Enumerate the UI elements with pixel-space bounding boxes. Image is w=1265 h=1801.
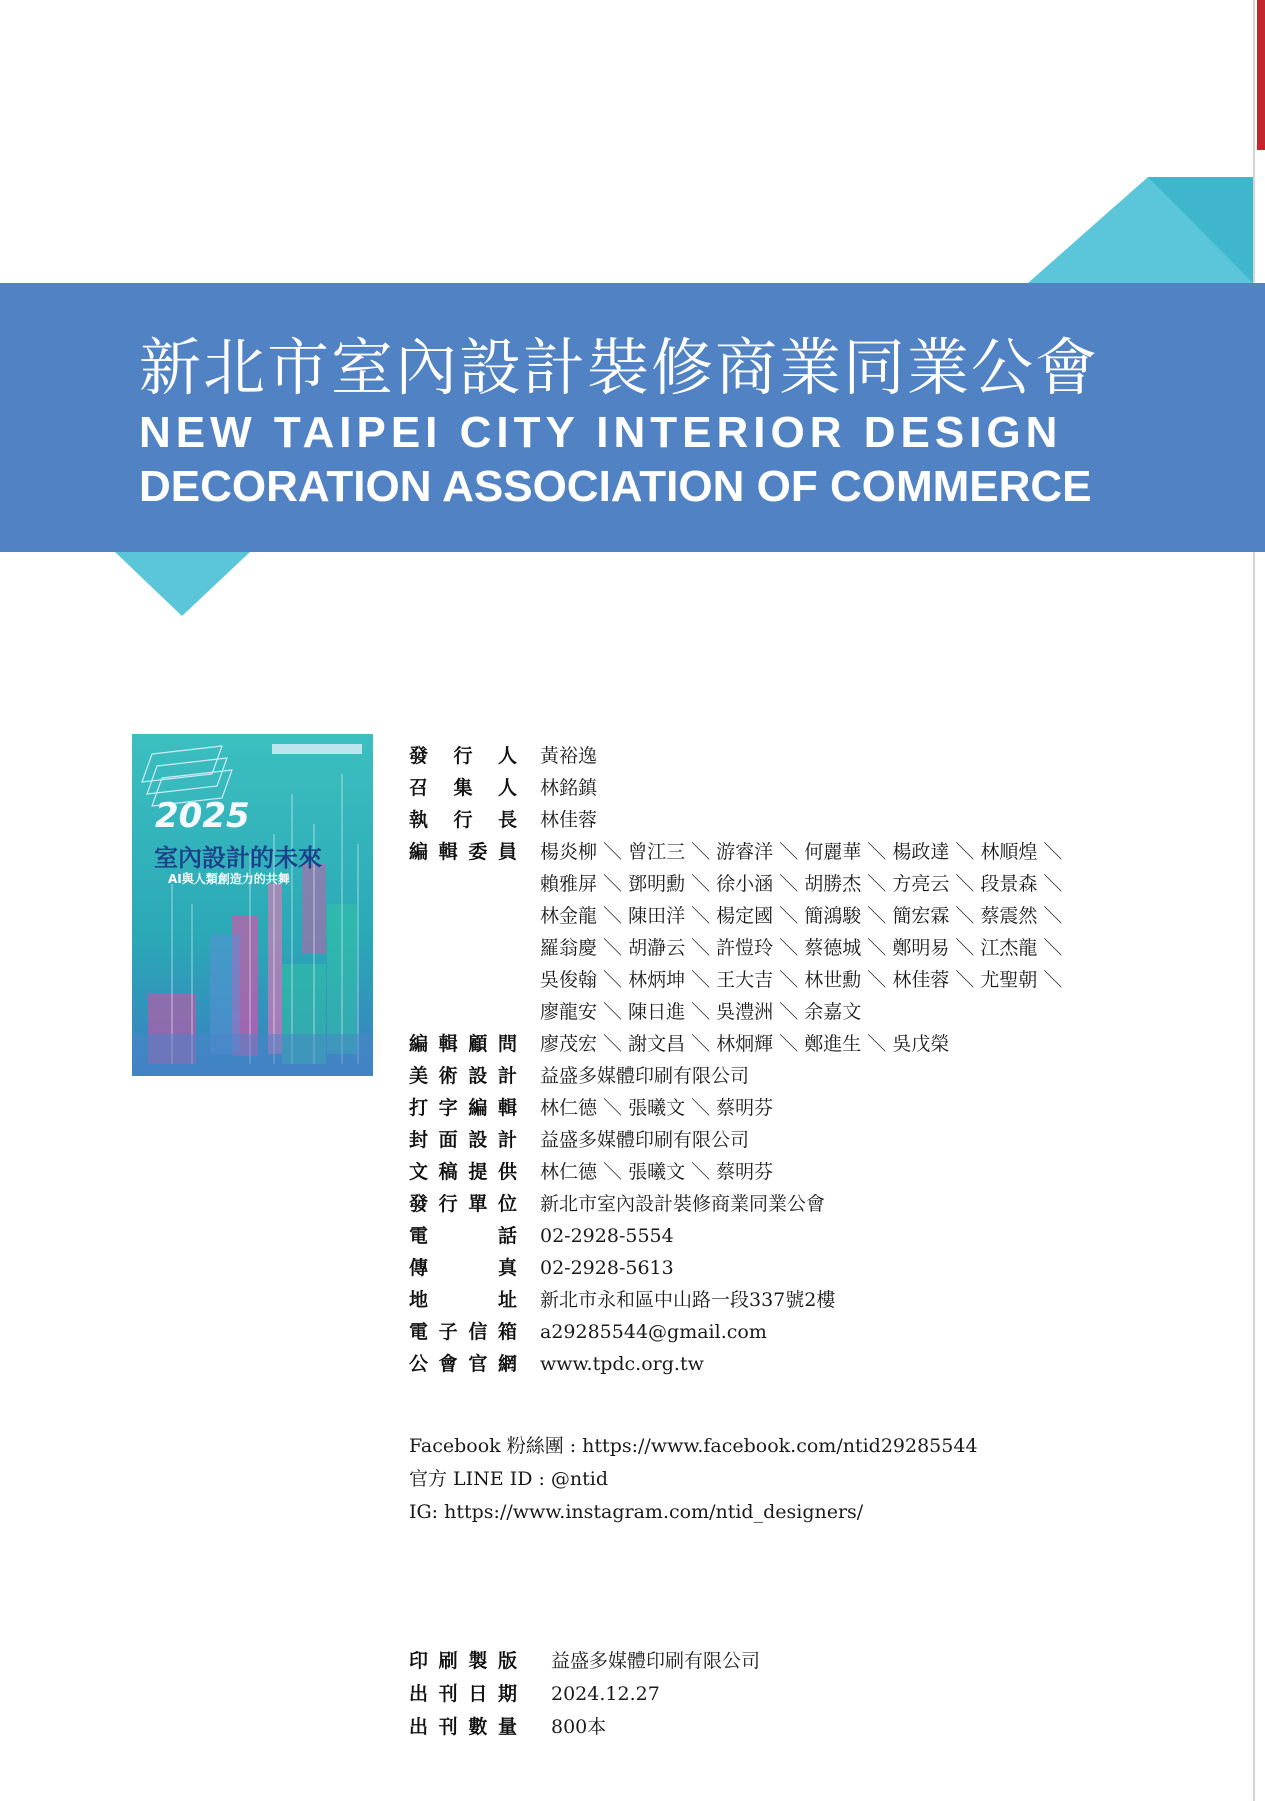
credit-label: 執 行 長: [409, 809, 517, 831]
credit-row: [409, 1284, 1062, 1316]
credit-value: 林銘鎮: [540, 777, 598, 799]
credit-value: a29285544@gmail.com: [540, 1321, 767, 1343]
credit-row: [409, 804, 1062, 836]
cover-title: 室內設計的未來: [154, 844, 322, 872]
cover-subtitle: AI與人類創造力的共舞: [168, 872, 290, 886]
credit-label: 傳 真: [409, 1257, 517, 1279]
credit-label: 編 輯 顧 問: [409, 1033, 517, 1055]
credit-label: 打 字 編 輯: [409, 1097, 517, 1119]
credits-list: [409, 740, 1062, 1380]
credit-label: 公 會 官 網: [409, 1353, 517, 1375]
credit-value: www.tpdc.org.tw: [540, 1353, 704, 1375]
credit-value: 新北市室內設計裝修商業同業公會: [540, 1193, 826, 1215]
credit-row: [409, 1316, 1062, 1348]
print-value: 800本: [551, 1716, 607, 1738]
credit-value: 林仁德 ＼ 張曦文 ＼ 蔡明芬: [540, 1161, 774, 1183]
credit-label: 美 術 設 計: [409, 1065, 517, 1087]
magazine-cover-image: [132, 734, 373, 1076]
credit-value: 益盛多媒體印刷有限公司: [540, 1129, 750, 1151]
credit-label: 出 刊 數 量: [409, 1716, 517, 1738]
cover-artwork: [132, 734, 373, 1076]
print-value: 2024.12.27: [551, 1683, 660, 1705]
banner-title-en-line1: NEW TAIPEI CITY INTERIOR DESIGN: [139, 408, 1063, 457]
credit-row: [409, 1188, 1062, 1220]
print-value: 益盛多媒體印刷有限公司: [551, 1650, 761, 1672]
credit-value: [540, 836, 1062, 1028]
cover-year: 2025: [155, 796, 250, 836]
credit-label: 編 輯 委 員: [409, 841, 517, 863]
credit-value: 益盛多媒體印刷有限公司: [540, 1065, 750, 1087]
credit-row: [409, 1252, 1062, 1284]
credit-value-line: 吳俊翰 ＼ 林炳坤 ＼ 王大吉 ＼ 林世勳 ＼ 林佳蓉 ＼ 尤聖朝 ＼: [540, 969, 1063, 991]
credit-row: [409, 1124, 1062, 1156]
credit-value-line: 廖龍安 ＼ 陳日進 ＼ 吳澧洲 ＼ 余嘉文: [540, 1001, 862, 1023]
credit-row: [409, 836, 1062, 1028]
bottom-left-triangle: [115, 552, 250, 616]
credit-row: [409, 1348, 1062, 1380]
credit-value: 林佳蓉: [540, 809, 598, 831]
credit-value-line: 楊炎柳 ＼ 曾江三 ＼ 游睿洋 ＼ 何麗華 ＼ 楊政達 ＼ 林順煌 ＼: [540, 841, 1063, 863]
social-link-line[interactable]: 官方 LINE ID : @ntid: [409, 1468, 609, 1490]
credit-label: 電 子 信 箱: [409, 1321, 517, 1343]
credit-label: 封 面 設 計: [409, 1129, 517, 1151]
credit-value: 林仁德 ＼ 張曦文 ＼ 蔡明芬: [540, 1097, 774, 1119]
print-row: [409, 1645, 760, 1678]
credit-label: 印 刷 製 版: [409, 1650, 517, 1672]
print-row: [409, 1711, 760, 1744]
credit-row: [409, 1028, 1062, 1060]
credit-value-line: 林金龍 ＼ 陳田洋 ＼ 楊定國 ＼ 簡鴻駿 ＼ 簡宏霖 ＼ 蔡震然 ＼: [540, 905, 1063, 927]
social-links: [409, 1430, 978, 1529]
credit-row: [409, 1156, 1062, 1188]
credit-value: 02-2928-5554: [540, 1225, 674, 1247]
credit-label: 召 集 人: [409, 777, 517, 799]
credit-value-line: 羅翁慶 ＼ 胡瀞云 ＼ 許愷玲 ＼ 蔡德城 ＼ 鄭明易 ＼ 江杰龍 ＼: [540, 937, 1063, 959]
print-info: [409, 1645, 760, 1744]
credit-value-line: 賴雅屏 ＼ 鄧明勳 ＼ 徐小涵 ＼ 胡勝杰 ＼ 方亮云 ＼ 段景森 ＼: [540, 873, 1063, 895]
credit-label: 發 行 單 位: [409, 1193, 517, 1215]
banner-title-zh: 新北市室內設計裝修商業同業公會: [139, 331, 1100, 404]
credit-row: [409, 1060, 1062, 1092]
social-link-line[interactable]: Facebook 粉絲團 : https://www.facebook.com/ntid29285544: [409, 1435, 978, 1457]
credit-label: 地 址: [409, 1289, 517, 1311]
credit-value: 黃裕逸: [540, 745, 598, 767]
credit-row: [409, 740, 1062, 772]
credit-row: [409, 1092, 1062, 1124]
print-row: [409, 1678, 760, 1711]
credit-label: 出 刊 日 期: [409, 1683, 517, 1705]
credit-row: [409, 772, 1062, 804]
credit-value: 02-2928-5613: [540, 1257, 674, 1279]
credit-label: 發 行 人: [409, 745, 517, 767]
banner-title-en-line2: DECORATION ASSOCIATION OF COMMERCE: [139, 462, 1092, 511]
social-link-line[interactable]: IG: https://www.instagram.com/ntid_designers/: [409, 1501, 864, 1523]
credit-value: 廖茂宏 ＼ 謝文昌 ＼ 林炯輝 ＼ 鄭進生 ＼ 吳戊榮: [540, 1033, 950, 1055]
credit-value: 新北市永和區中山路一段337號2樓: [540, 1289, 836, 1311]
credit-label: 文 稿 提 供: [409, 1161, 517, 1183]
credit-row: [409, 1220, 1062, 1252]
credit-label: 電 話: [409, 1225, 517, 1247]
